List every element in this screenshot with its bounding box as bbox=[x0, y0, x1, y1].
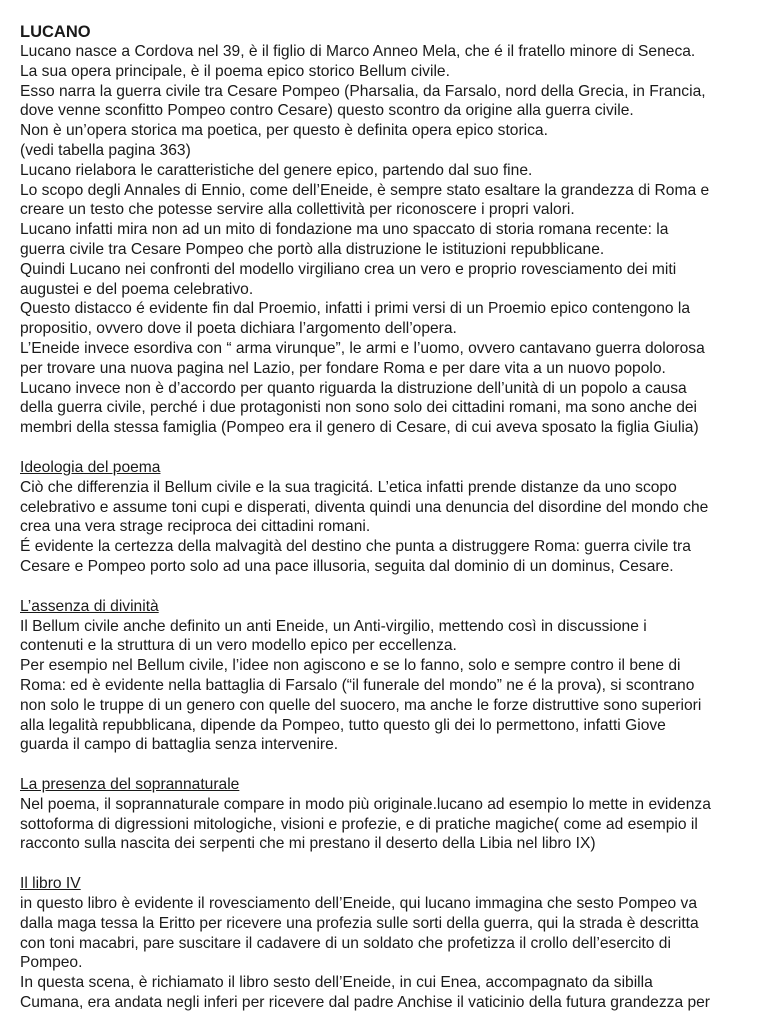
intro-paragraph: Lucano nasce a Cordova nel 39, è il figlio di Marco Anneo Mela, che é il fratello minore di Seneca. La sua opera principale, è il poema epico storico Bellum civile. Esso narra la guerra civile tra Cesare Pompeo (Pharsalia, da Farsalo, nord della Grecia, in Francia, dove venne sconfitto Pompeo contro Cesare) questo scontro da origine alla guerra civile. Non è un’opera storica ma poetica, per questo è definita opera epico storica. (vedi tabella pagina 363) Lucano rielabora le caratteristiche del genere epico, partendo dal suo fine. Lo scopo degli Annales di Ennio, come dell’Eneide, è sempre stato esaltare la grandezza di Roma e creare un testo che potesse servire alla collettività per riconoscere i propri valori. Lucano infatti mira non ad un mito di fondazione ma uno spaccato di storia romana recente: la guerra civile tra Cesare Pompeo che portò alla distruzione le istituzioni repubblicane. Quindi Lucano nei confronti del modello virgiliano crea un vero e proprio rovesciamento dei miti augustei e del poema celebrativo. Questo distacco é evidente fin dal Proemio, infatti i primi versi di un Proemio epico contengono la propositio, ovvero dove il poeta dichiara l’argomento dell’opera. L’Eneide invece esordiva con “ arma virunque”, le armi e l’uomo, ovvero cantavano guerra dolorosa per trovare una nuova pagina nel Lazio, per fondare Roma e per dare vita a un nuovo popolo. Lucano invece non è d’accordo per quanto riguarda la distruzione dell’unità di un popolo a causa della guerra civile, perché i due protagonisti non sono solo dei cittadini romani, ma sono anche dei membri della stessa famiglia (Pompeo era il genero di Cesare, di cui aveva sposato la figlia Giulia) bbox=[20, 43, 710, 437]
document-page bbox=[20, 22, 764, 1013]
section-body: Ciò che differenzia il Bellum civile e la sua tragicitá. L’etica infatti prende distanze da uno scopo celebrativo e assume toni cupi e disperati, diventa quindi una denuncia del disordine del mondo che crea una vera strage reciproca dei cittadini romani. É evidente la certezza della malvagità del destino che punta a distruggere Roma: guerra civile tra Cesare e Pompeo porto solo ad una pace illusoria, seguita dal dominio di un dominus, Cesare. bbox=[20, 478, 709, 575]
section-heading: Il libro IV bbox=[20, 875, 81, 893]
section-assenza-divinita bbox=[20, 597, 764, 755]
section-heading: L’assenza di divinità bbox=[20, 597, 159, 615]
section-soprannaturale bbox=[20, 775, 764, 854]
section-heading: Ideologia del poema bbox=[20, 458, 161, 476]
section-ideologia bbox=[20, 458, 764, 577]
section-body: in questo libro è evidente il rovesciamento dell’Eneide, qui lucano immagina che sesto Pompeo va dalla maga tessa la Eritto per ricevere una profezia sulle sorti della guerra, qui la strada è descritta con toni macabri, pare suscitare il cadavere di un soldato che profetizza il crollo dell’esercito di Pompeo. In questa scena, è richiamato il libro sesto dell’Eneide, in cui Enea, accompagnato da sibilla Cumana, era andata negli inferi per ricevere dal padre Anchise il vaticinio della futura grandezza per bbox=[20, 895, 710, 1012]
section-body: Nel poema, il soprannaturale compare in modo più originale.lucano ad esempio lo mette in evidenza sottoforma di digressioni mitologiche, visioni e profezie, e di pratiche magiche( come ad esempio il racconto sulla nascita dei serpenti che mi prestano il deserto della Libia nel libro IX) bbox=[20, 795, 711, 853]
section-libro-iv bbox=[20, 874, 764, 1013]
section-body: Il Bellum civile anche definito un anti Eneide, un Anti-virgilio, mettendo così in discussione i contenuti e la struttura di un vero modello epico per eccellenza. Per esempio nel Bellum civile, l’idee non agiscono e se lo fanno, solo e sempre contro il bene di Roma: ed è evidente nella battaglia di Farsalo (“il funerale del mondo” ne é la prova), si scontrano non solo le truppe di un genero con quelle del suocero, ma anche le forze distruttive sono superiori alla legalità repubblicana, dipende da Pompeo, tutto questo gli dei lo permettono, infatti Giove guarda il campo di battaglia senza intervenire. bbox=[20, 617, 702, 754]
section-heading: La presenza del soprannaturale bbox=[20, 776, 240, 794]
document-title: LUCANO bbox=[20, 23, 91, 41]
